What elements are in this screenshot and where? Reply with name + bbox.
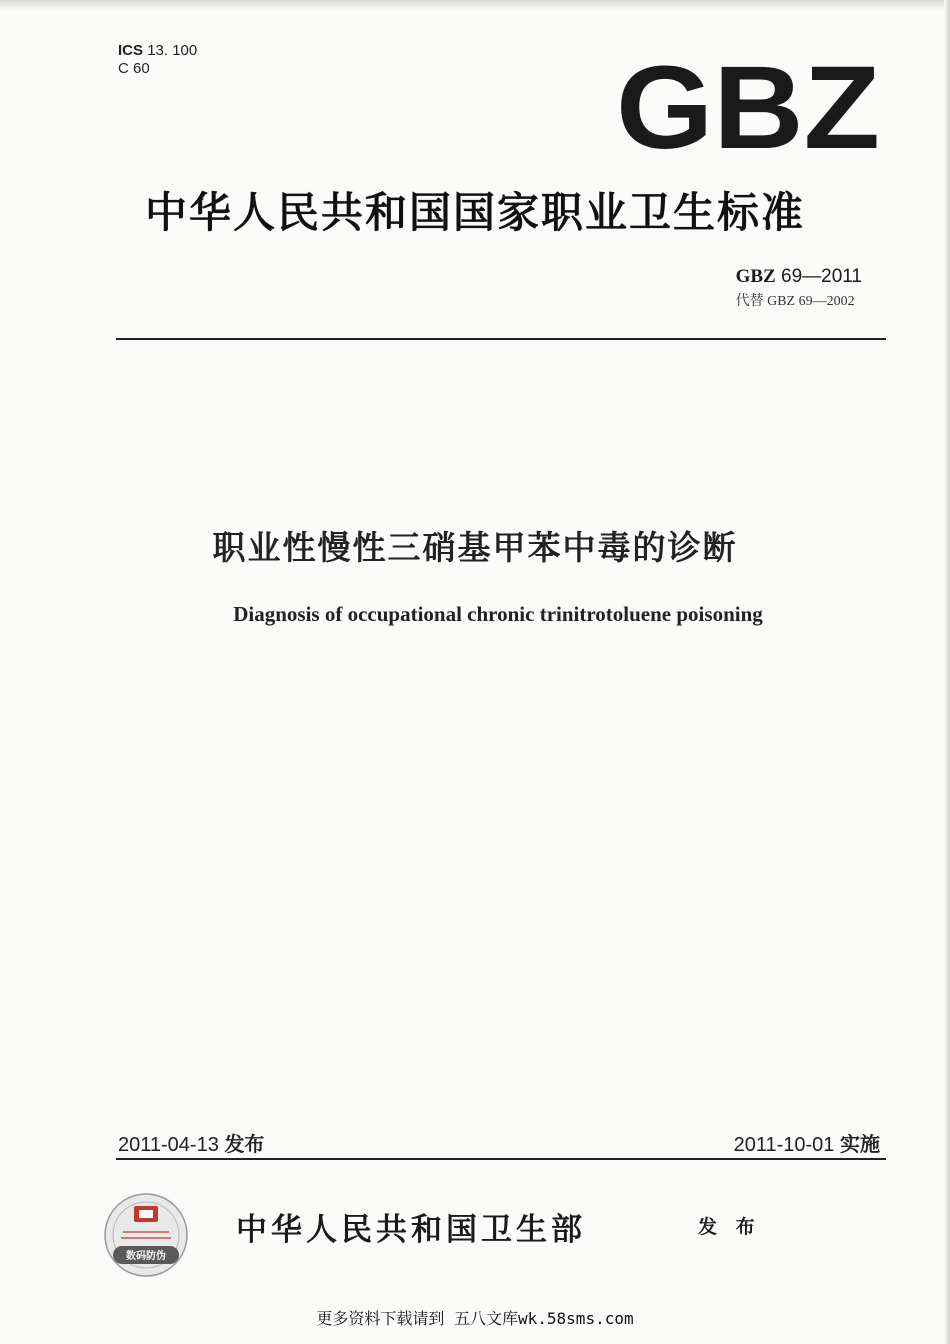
standard-code-block bbox=[736, 266, 862, 310]
page-top-edge bbox=[0, 0, 950, 10]
implementation-date bbox=[734, 1128, 880, 1157]
footer-divider bbox=[116, 1158, 886, 1160]
issue-date-value: 2011-04-13 bbox=[118, 1134, 219, 1156]
issue-date bbox=[118, 1128, 264, 1157]
document-title-en: Diagnosis of occupational chronic trinitrotoluene poisoning bbox=[233, 602, 763, 626]
seal-text: 数码防伪 bbox=[126, 1251, 166, 1262]
classification-codes bbox=[118, 42, 197, 78]
implementation-date-suffix: 实施 bbox=[840, 1132, 880, 1156]
issue-date-suffix: 发布 bbox=[224, 1132, 265, 1156]
standard-code bbox=[736, 266, 862, 288]
standard-title: 中华人民共和国国家职业卫生标准 bbox=[144, 188, 805, 237]
ics-line bbox=[118, 42, 197, 60]
anti-counterfeit-seal bbox=[103, 1192, 189, 1278]
ics-label: ICS bbox=[118, 42, 144, 59]
publisher-action: 发 布 bbox=[698, 1216, 761, 1238]
download-footer-link[interactable]: 更多资料下载请到 五八文库wk.58sms.com bbox=[316, 1309, 634, 1328]
document-title-cn: 职业性慢性三硝基甲苯中毒的诊断 bbox=[212, 528, 738, 567]
standard-code-number: 69—2011 bbox=[781, 266, 862, 287]
standard-code-prefix: GBZ bbox=[735, 266, 776, 287]
header-divider bbox=[116, 338, 886, 340]
ics-code: 13. 100 bbox=[147, 42, 198, 59]
publisher-name: 中华人民共和国卫生部 bbox=[236, 1212, 586, 1248]
gbz-logo-text: GBZ bbox=[616, 60, 880, 152]
gbz-logo bbox=[614, 60, 882, 152]
class-code: C 60 bbox=[118, 60, 150, 77]
replaces-note: 代替 GBZ 69—2002 bbox=[735, 294, 855, 309]
implementation-date-value: 2011-10-01 bbox=[733, 1134, 835, 1156]
